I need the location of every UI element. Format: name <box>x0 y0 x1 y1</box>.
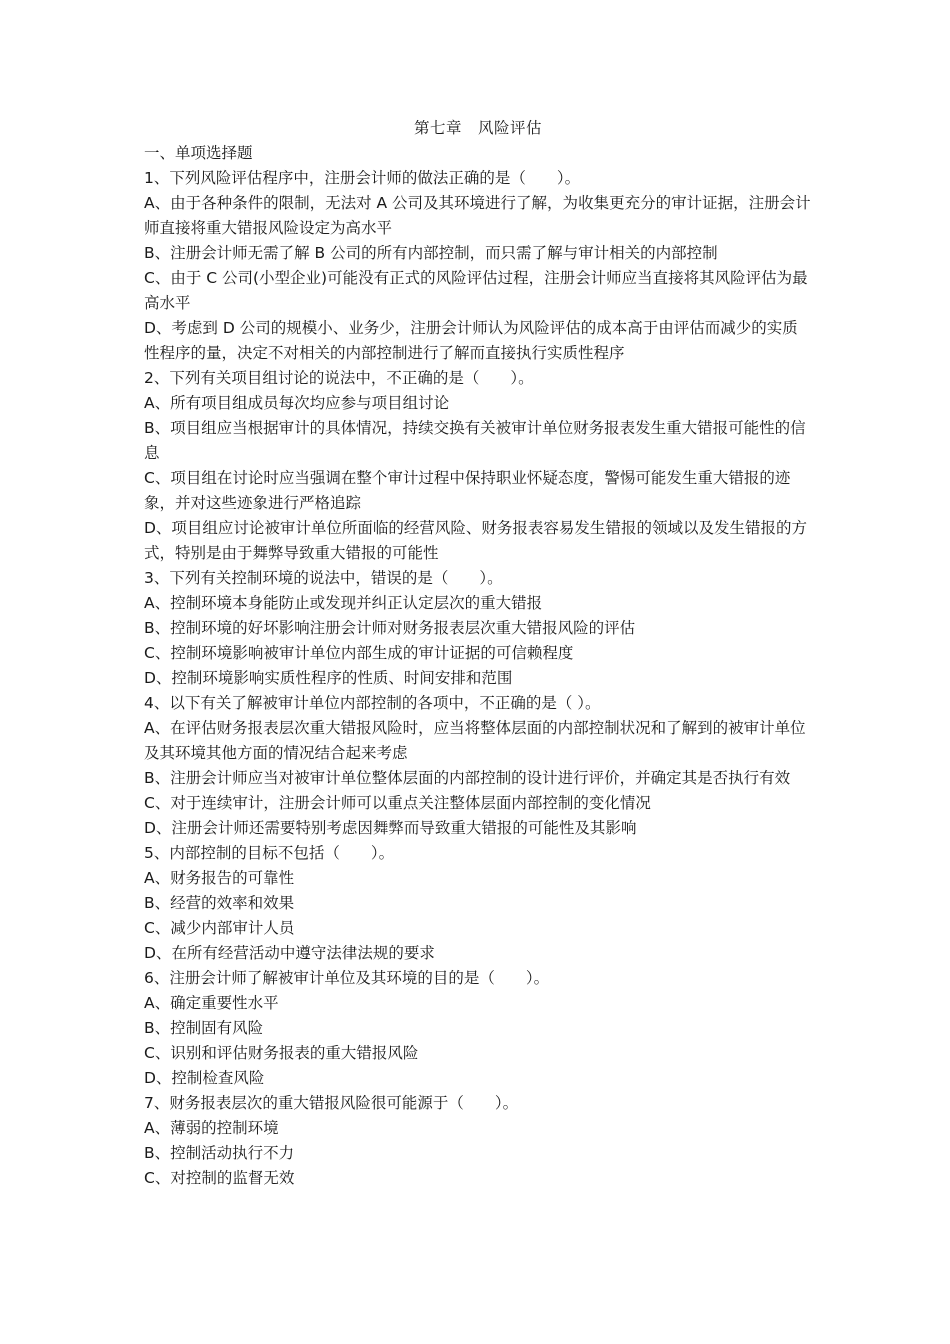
question-4 <box>144 691 812 841</box>
option-c: C、减少内部审计人员 <box>144 919 295 937</box>
option-c: C、由于 C 公司(小型企业)可能没有正式的风险评估过程，注册会计师应当直接将其风险评估为最高水平 <box>144 269 808 312</box>
option-a: A、所有项目组成员每次均应参与项目组讨论 <box>144 394 450 412</box>
option-d: D、控制环境影响实质性程序的性质、时间安排和范围 <box>144 669 513 687</box>
option-a: A、控制环境本身能防止或发现并纠正认定层次的重大错报 <box>144 594 543 612</box>
option-b: B、注册会计师应当对被审计单位整体层面的内部控制的设计进行评价，并确定其是否执行有效 <box>144 769 791 787</box>
chapter-name: 风险评估 <box>478 119 543 137</box>
option-c: C、对控制的监督无效 <box>144 1169 295 1187</box>
option-d: D、在所有经营活动中遵守法律法规的要求 <box>144 944 435 962</box>
option-b: B、控制活动执行不力 <box>144 1144 295 1162</box>
option-d: D、考虑到 D 公司的规模小、业务少，注册会计师认为风险评估的成本高于由评估而减少的实质性程序的量，决定不对相关的内部控制进行了解而直接执行实质性程序 <box>144 319 798 362</box>
option-b: B、控制固有风险 <box>144 1019 264 1037</box>
option-a: A、财务报告的可靠性 <box>144 869 295 887</box>
section-heading: 一、单项选择题 <box>144 144 253 162</box>
question-5 <box>144 841 812 966</box>
option-a: A、确定重要性水平 <box>144 994 279 1012</box>
option-b: B、经营的效率和效果 <box>144 894 295 912</box>
option-d: D、项目组应讨论被审计单位所面临的经营风险、财务报表容易发生错报的领域以及发生错报的方式，特别是由于舞弊导致重大错报的可能性 <box>144 519 807 562</box>
option-a: A、薄弱的控制环境 <box>144 1119 279 1137</box>
option-b: B、注册会计师无需了解 B 公司的所有内部控制，而只需了解与审计相关的内部控制 <box>144 244 718 262</box>
option-c: C、项目组在讨论时应当强调在整个审计过程中保持职业怀疑态度，警惕可能发生重大错报的迹象，并对这些迹象进行严格追踪 <box>144 469 791 512</box>
option-d: D、控制检查风险 <box>144 1069 265 1087</box>
question-stem: 7、财务报表层次的重大错报风险很可能源于（ ）。 <box>144 1094 519 1112</box>
question-stem: 5、内部控制的目标不包括（ ）。 <box>144 844 395 862</box>
option-d: D、注册会计师还需要特别考虑因舞弊而导致重大错报的可能性及其影响 <box>144 819 637 837</box>
question-stem: 4、以下有关了解被审计单位内部控制的各项中，不正确的是（ ）。 <box>144 694 601 712</box>
question-7 <box>144 1091 812 1191</box>
document-page <box>144 116 812 1191</box>
question-2 <box>144 366 812 566</box>
question-stem: 1、下列风险评估程序中，注册会计师的做法正确的是（ ）。 <box>144 169 581 187</box>
option-a: A、由于各种条件的限制，无法对 A 公司及其环境进行了解，为收集更充分的审计证据，注册会计师直接将重大错报风险设定为高水平 <box>144 194 811 237</box>
option-c: C、对于连续审计，注册会计师可以重点关注整体层面内部控制的变化情况 <box>144 794 651 812</box>
option-c: C、控制环境影响被审计单位内部生成的审计证据的可信赖程度 <box>144 644 574 662</box>
option-a: A、在评估财务报表层次重大错报风险时，应当将整体层面的内部控制状况和了解到的被审计单位及其环境其他方面的情况结合起来考虑 <box>144 719 806 762</box>
question-stem: 2、下列有关项目组讨论的说法中，不正确的是（ ）。 <box>144 369 534 387</box>
chapter-title <box>144 116 812 141</box>
question-stem: 3、下列有关控制环境的说法中，错误的是（ ）。 <box>144 569 503 587</box>
option-c: C、识别和评估财务报表的重大错报风险 <box>144 1044 419 1062</box>
option-b: B、控制环境的好坏影响注册会计师对财务报表层次重大错报风险的评估 <box>144 619 636 637</box>
question-3 <box>144 566 812 691</box>
chapter-number: 第七章 <box>413 119 462 137</box>
question-6 <box>144 966 812 1091</box>
option-b: B、项目组应当根据审计的具体情况，持续交换有关被审计单位财务报表发生重大错报可能性的信息 <box>144 419 806 462</box>
question-1 <box>144 166 812 366</box>
question-stem: 6、注册会计师了解被审计单位及其环境的目的是（ ）。 <box>144 969 550 987</box>
